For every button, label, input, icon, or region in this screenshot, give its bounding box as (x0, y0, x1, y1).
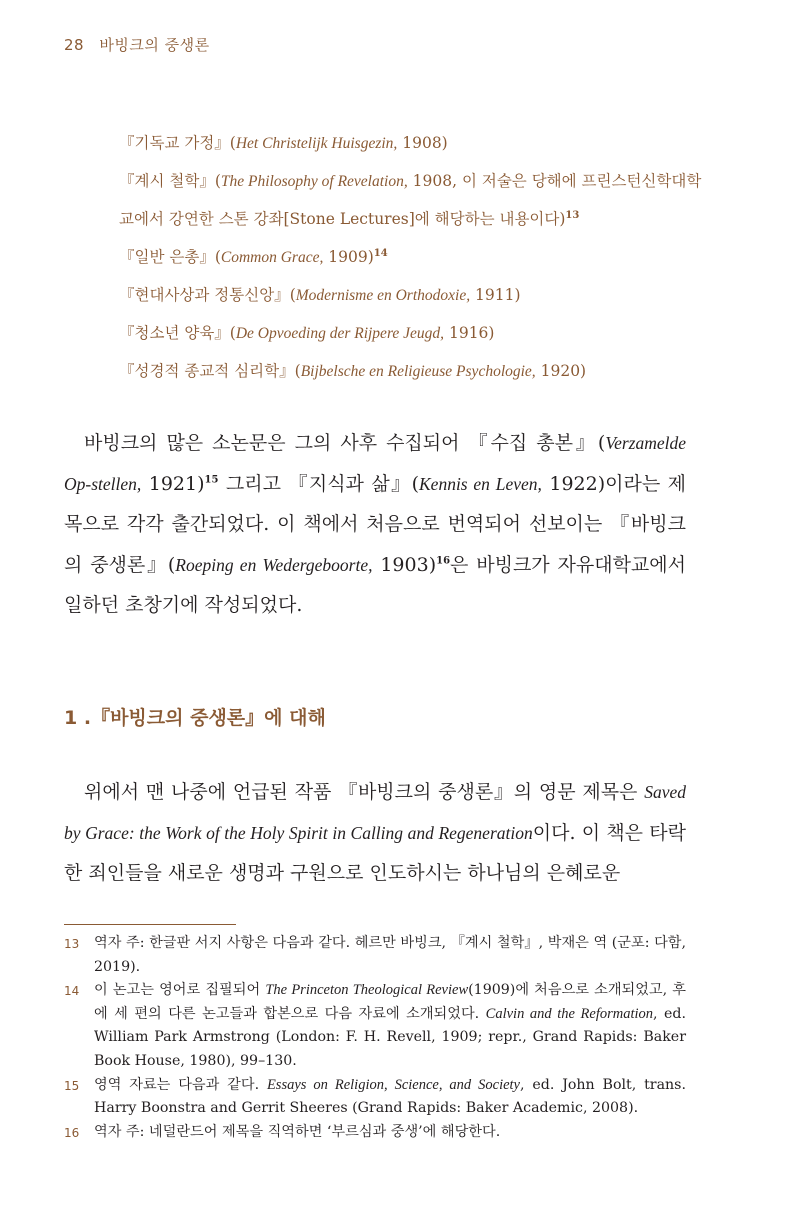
text-run: ( (229, 324, 236, 342)
body-paragraph-1 (64, 423, 686, 626)
text-run: ( (214, 172, 221, 190)
italic-text: Common Grace, (220, 249, 324, 266)
body-paragraph-2 (64, 772, 686, 894)
footnote-number: 13 (64, 937, 80, 951)
text-run: 교에서 강연한 스톤 강좌[Stone Lectures]에 해당하는 내용이다) (119, 210, 566, 228)
section-number: 1 . (64, 707, 92, 729)
text-run: , ed. William Park Armstrong (London: F. H. Revell, 1909; repr., Grand Rapids: Baker Book House, 1980), 99–130. (94, 1005, 686, 1069)
bibliography-item (119, 280, 719, 318)
italic-text: Roeping en Wedergeboorte, (175, 554, 373, 575)
footnote-ref: 13 (565, 209, 580, 221)
footnote-text (94, 1074, 686, 1121)
text-run: 1921) (141, 472, 205, 495)
italic-text: De Opvoeding der Rijpere Jeugd, (235, 325, 445, 342)
footnote (64, 1074, 686, 1121)
footnote-number: 16 (64, 1125, 80, 1140)
italic-text: Bijbelsche en Religieuse Psychologie, (300, 363, 536, 380)
section-title-text: 『바빙크의 중생론』에 대해 (91, 707, 326, 729)
footnote-ref: 14 (373, 247, 388, 259)
bibliography-item (119, 166, 719, 204)
bibliography-item (119, 356, 719, 394)
text-run: 『현대사상과 정통신앙』 (119, 286, 290, 304)
bibliography-item (119, 128, 719, 166)
running-title: 바빙크의 중생론 (99, 36, 210, 54)
text-run: 역자 주: 네덜란드어 제목을 직역하면 ‘부르심과 중생’에 해당한다. (94, 1123, 501, 1140)
italic-text: Verzamelde Op-stellen, (64, 433, 686, 494)
text-run: 1922)이라는 제목으로 각각 출간되었다. 이 책에서 처음으로 번역되어 선보이는 『바빙크의 중생론』( (64, 472, 686, 576)
text-run: , ed. John Bolt, trans. Harry Boonstra and Gerrit Sheeres (Grand Rapids: Baker Academic, 2008). (94, 1076, 686, 1117)
text-run: 1908, 이 저술은 당해에 프린스턴신학대학 (407, 172, 702, 190)
footnote (64, 932, 686, 979)
italic-text: Modernisme en Orthodoxie, (295, 287, 471, 304)
bibliography-item (119, 242, 719, 280)
footnote-text (94, 1121, 686, 1146)
footnote (64, 979, 686, 1073)
footnotes (64, 932, 686, 1145)
italic-text: Het Christelijk Huisgezin, (235, 135, 398, 152)
bibliography-item-continuation (119, 204, 719, 242)
text-run: 1916) (444, 324, 495, 342)
text-run: ( (214, 248, 221, 266)
italic-text: Saved by Grace: the Work of the Holy Spirit in Calling and Regeneration (64, 782, 686, 843)
italic-text: Essays on Religion, Science, and Society (266, 1076, 520, 1093)
text-run: (1909)에 처음으로 소개되었고, 후에 세 편의 다른 논고들과 합본으로 다음 자료에 소개되었다. (94, 982, 686, 1022)
italic-text: The Princeton Theological Review (265, 982, 469, 999)
text-run: 『성경적 종교적 심리학』 (119, 362, 295, 380)
footnote-number: 14 (64, 984, 80, 999)
text-run: 1911) (470, 286, 521, 304)
footnote-number: 15 (64, 1078, 80, 1093)
italic-text: The Philosophy of Revelation, (220, 173, 408, 190)
bibliography-item (119, 318, 719, 356)
footnote-text (94, 979, 686, 1073)
italic-text: Calvin and the Reformation (485, 1005, 654, 1022)
italic-text: Kennis en Leven, (419, 473, 542, 494)
section-heading (64, 703, 326, 730)
text-run: 위에서 맨 나중에 언급된 작품 『바빙크의 중생론』의 영문 제목은 (84, 781, 645, 803)
text-run: 영역 자료는 다음과 같다. (94, 1076, 267, 1093)
footnote-divider (64, 924, 236, 925)
text-run: 1903) (372, 553, 437, 576)
text-run: 바빙크의 많은 소논문은 그의 사후 수집되어 『수집 총본』( (84, 432, 606, 454)
text-run: 역자 주: 한글판 서지 사항은 다음과 같다. 헤르만 바빙크, 『계시 철학』, 박재은 역 (군포: 다함, 2019). (94, 935, 686, 975)
footnote (64, 1121, 686, 1146)
text-run: 그리고 『지식과 삶』( (218, 472, 419, 495)
text-run: 은 바빙크가 자유대학교에서 일하던 초창기에 작성되었다. (64, 553, 686, 616)
page-number: 28 (64, 36, 85, 54)
text-run: 1920) (535, 362, 587, 380)
text-run: 『일반 은총』 (119, 248, 215, 266)
running-header (64, 34, 210, 55)
text-run: 『기독교 가정』 (119, 134, 230, 152)
footnote-text (94, 932, 686, 979)
text-run: ( (289, 286, 296, 304)
footnote-ref: 15 (204, 474, 219, 486)
text-run: 이다. 이 책은 타락한 죄인들을 새로운 생명과 구원으로 인도하시는 하나님의 은혜로운 (64, 821, 686, 884)
text-run: 『청소년 양육』 (119, 324, 230, 342)
footnote-ref: 16 (436, 555, 451, 567)
text-run: ( (229, 134, 236, 152)
text-run: 『계시 철학』 (119, 172, 215, 190)
bibliography-list (119, 128, 719, 394)
text-run: 이 논고는 영어로 집필되어 (94, 982, 266, 999)
text-run: ( (294, 362, 301, 380)
text-run: 1908) (397, 134, 448, 152)
text-run: 1909) (323, 248, 374, 266)
